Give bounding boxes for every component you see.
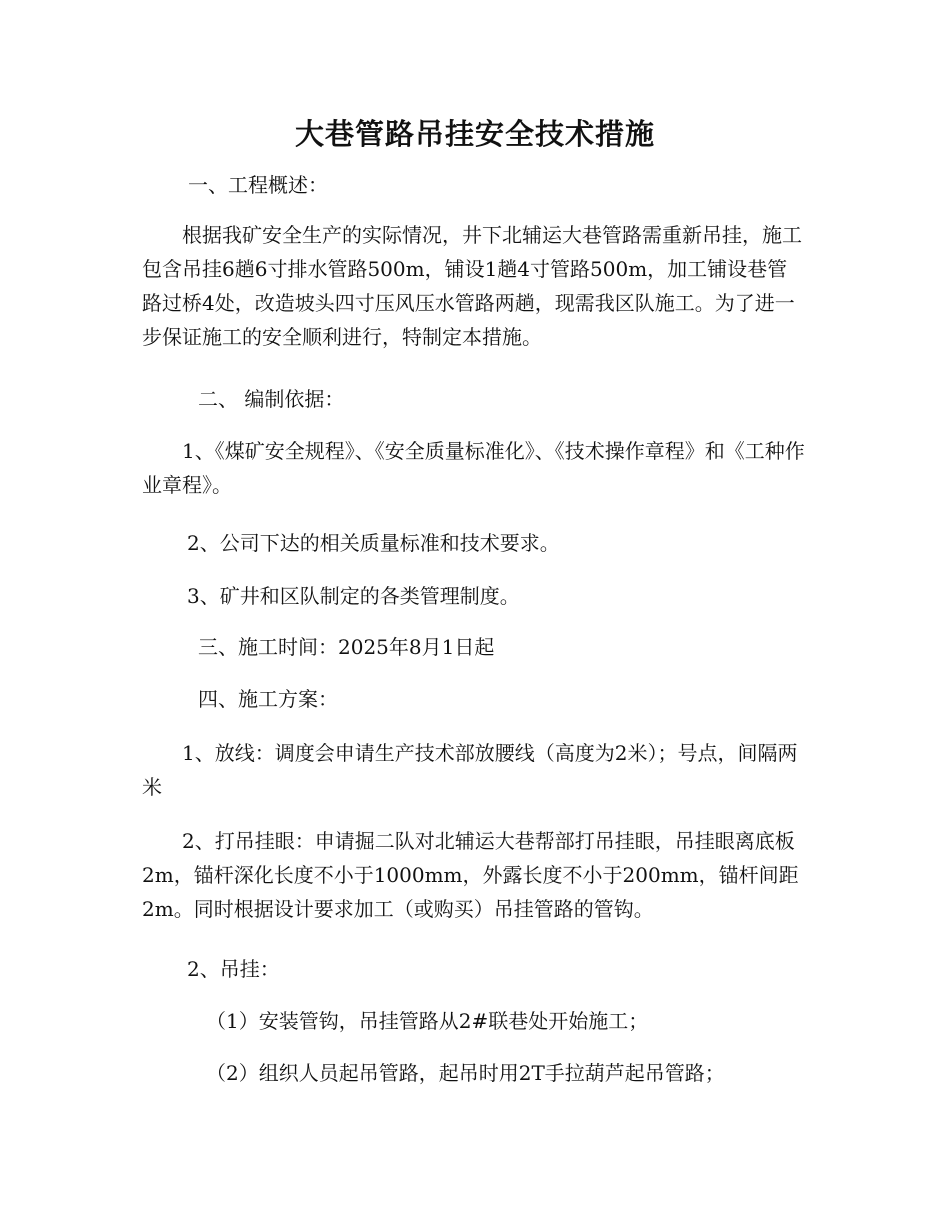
section-2-item-3: 3、矿井和区队制定的各类管理制度。 [187, 584, 520, 608]
section-4-heading: 四、施工方案： [198, 687, 338, 711]
section-4-item-3: 2、吊挂： [187, 957, 280, 981]
section-2-item-2: 2、公司下达的相关质量标准和技术要求。 [187, 531, 560, 555]
section-1-body: 根据我矿安全生产的实际情况，井下北辅运大巷管路需重新吊挂，施工包含吊挂6趟6寸排水管路500m，铺设1趟4寸管路500m，加工铺设巷管路过桥4处，改造坡头四寸压风压水管路两趟，现需我区队施工。为了进一步保证施工的安全顺利进行，特制定本措施。 [142, 223, 802, 349]
section-1-heading: 一、工程概述： [188, 173, 328, 197]
section-2-heading: 二、 编制依据： [198, 387, 345, 411]
section-2-item-1: 1、《煤矿安全规程》、《安全质量标准化》、《技术操作章程》和《工种作业章程》。 [142, 439, 805, 497]
section-4-item-1: 1、放线：调度会申请生产技术部放腰线（高度为2米）；号点，间隔两米 [142, 741, 798, 799]
section-4-subitem-1: （1）安装管钩，吊挂管路从2#联巷处开始施工； [206, 1009, 649, 1033]
section-4-item-2: 2、打吊挂眼：申请掘二队对北辅运大巷帮部打吊挂眼，吊挂眼离底板2m，锚杆深化长度不小于1000mm，外露长度不小于200mm，锚杆间距2m。同时根据设计要求加工（或购买）吊挂管路的管钩。 [142, 829, 799, 921]
document-title: 大巷管路吊挂安全技术措施 [294, 117, 655, 151]
section-3-heading: 三、施工时间：2025年8月1日起 [198, 635, 495, 659]
section-4-subitem-2: （2）组织人员起吊管路，起吊时用2T手拉葫芦起吊管路； [206, 1061, 725, 1085]
